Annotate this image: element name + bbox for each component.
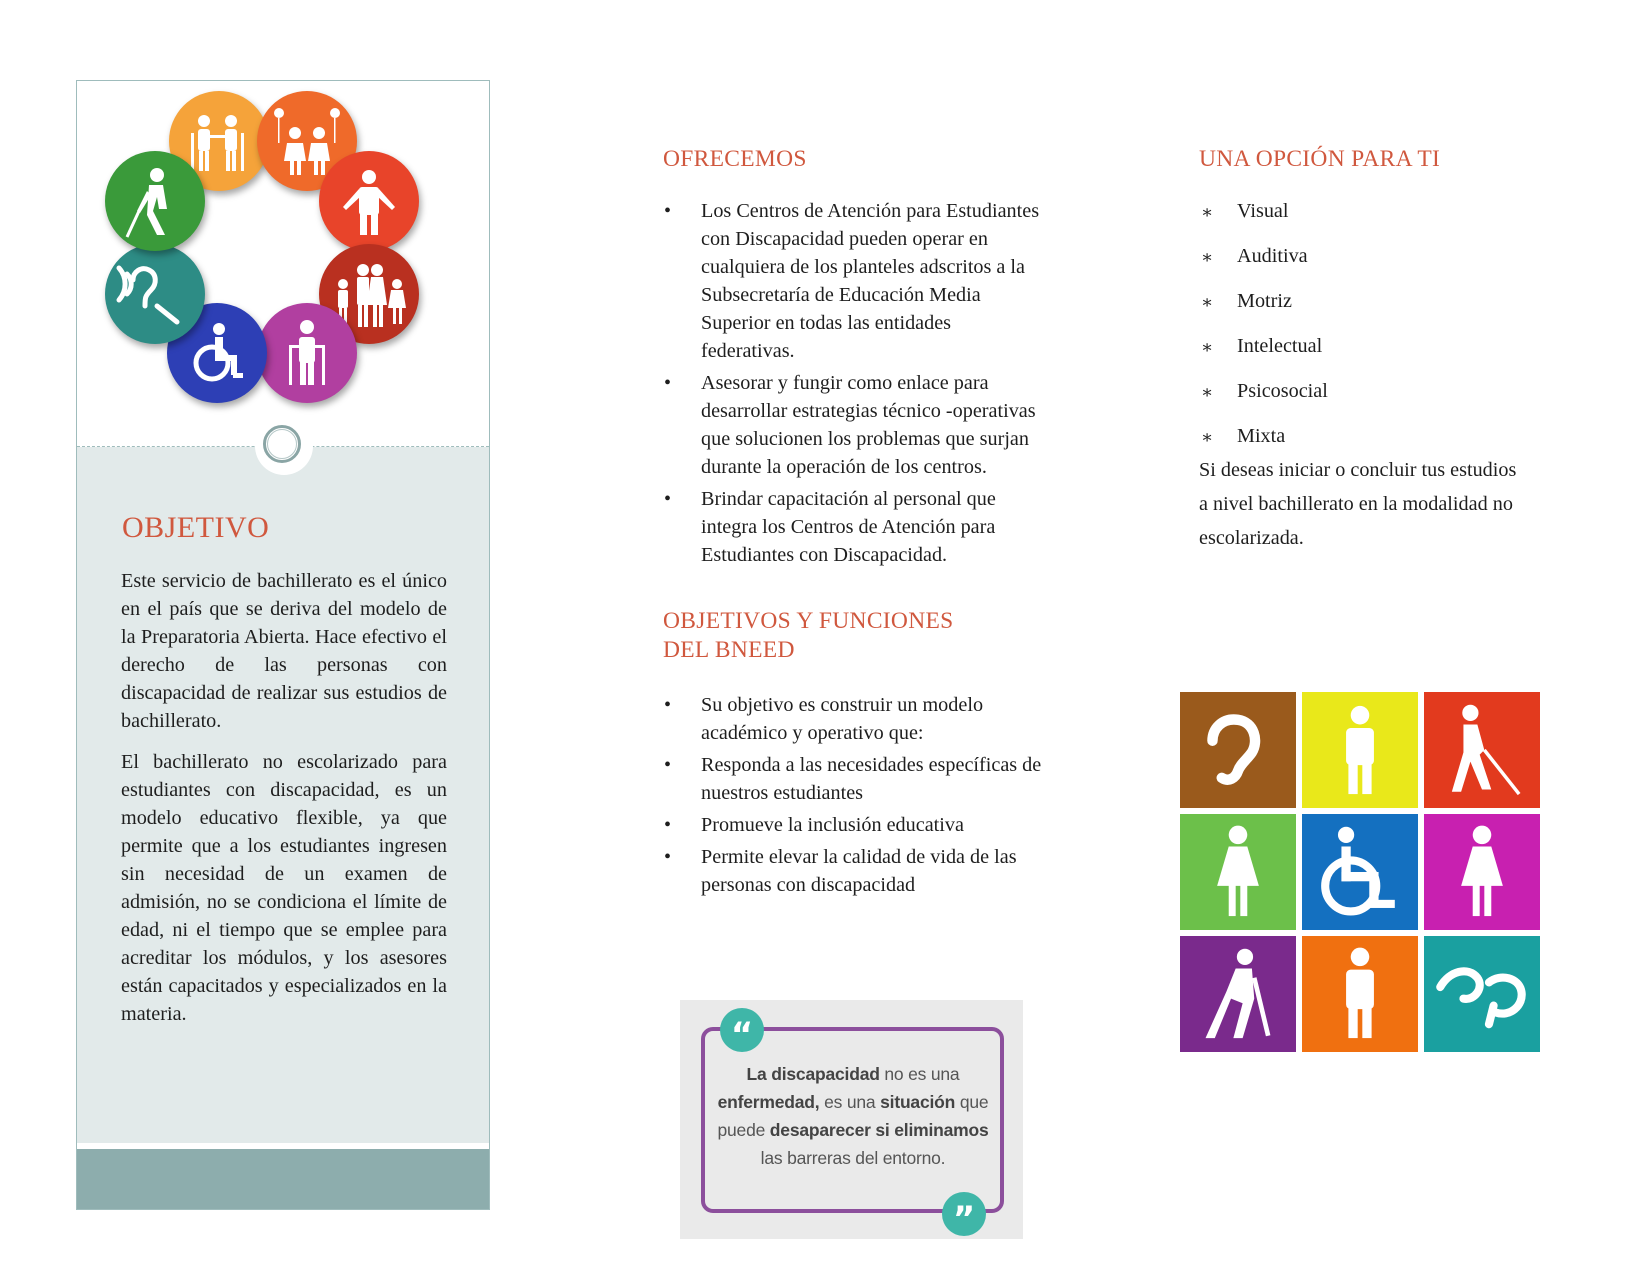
panel-footer-band xyxy=(77,1149,489,1209)
ear-icon xyxy=(1180,692,1296,808)
list-item: ∗ Motriz xyxy=(1199,287,1529,315)
objective-text xyxy=(121,567,447,1041)
quote-part: no es una xyxy=(879,1064,960,1084)
disability-options-list xyxy=(1199,197,1529,450)
sign-language-icon xyxy=(1424,936,1540,1052)
objective-paragraph-1: Este servicio de bachillerato es el único en el país que se deriva del modelo de la Preparatoria Abierta. Hace efectivo el derecho de las personas con discapacidad de realizar sus estudios de bachillerato. xyxy=(121,570,447,732)
blind-cane-icon xyxy=(1424,692,1540,808)
quote-part: enfermedad, xyxy=(717,1092,820,1112)
list-item: • Responda a las necesidades específicas de nuestros estudiantes xyxy=(663,751,1043,807)
list-item: ∗ Visual xyxy=(1199,197,1529,225)
quote-text xyxy=(716,1060,990,1172)
arms-out-person-icon xyxy=(319,151,419,251)
list-item: ∗ Intelectual xyxy=(1199,332,1529,360)
quote-part: situación xyxy=(880,1092,956,1112)
list-item: • Asesorar y fungir como enlace para desarrollar estrategias técnico -operativas que solucionen los problemas que surjan durante la operación de los centros. xyxy=(663,369,1043,481)
open-quote-icon: “ xyxy=(720,1008,764,1052)
crutch-person-icon xyxy=(1180,936,1296,1052)
quote-card xyxy=(680,1000,1023,1239)
middle-column xyxy=(663,146,1043,903)
opcion-heading: UNA OPCIÓN PARA TI xyxy=(1199,146,1441,172)
closing-text: Si deseas iniciar o concluir tus estudios a nivel bachillerato en la modalidad no escolarizada. xyxy=(1199,459,1517,549)
quote-part: las barreras del entorno. xyxy=(760,1148,946,1168)
disability-icons-grid xyxy=(1176,688,1548,1060)
close-quote-icon: ” xyxy=(942,1192,986,1236)
objective-paragraph-2: El bachillerato no escolarizado para estudiantes con discapacidad, es un modelo educativo flexible, ya que permite que a los estudiantes ingresen sin necesidad de un examen de admisión, no se condiciona el límite de edad, ni el tiempo que se emplee para acreditar los módulos, y los asesores están capacitados y especializados en la materia. xyxy=(121,751,447,1025)
right-column xyxy=(1199,146,1529,555)
quote-part: es una xyxy=(819,1092,881,1112)
wheelchair-icon xyxy=(1302,814,1418,930)
list-item: • Promueve la inclusión educativa xyxy=(663,811,1043,839)
woman-figure-icon xyxy=(1424,814,1540,930)
standing-person-icon xyxy=(1302,936,1418,1052)
quote-part: La discapacidad xyxy=(746,1064,880,1084)
objective-panel xyxy=(76,80,490,1210)
list-item: • Permite elevar la calidad de vida de las personas con discapacidad xyxy=(663,843,1043,899)
ofrecemos-heading: OFRECEMOS xyxy=(663,146,807,172)
list-item: • Su objetivo es construir un modelo académico y operativo que: xyxy=(663,691,1043,747)
objetivos-heading: OBJETIVOS Y FUNCIONES DEL BNEED xyxy=(663,608,954,663)
blind-person-cane-icon xyxy=(105,151,205,251)
quote-part: que puede xyxy=(717,1092,989,1140)
woman-icon xyxy=(1180,814,1296,930)
walker-person-icon xyxy=(257,303,357,403)
list-item: ∗ Auditiva xyxy=(1199,242,1529,270)
ring-ornament-icon xyxy=(255,417,313,475)
list-item: ∗ Mixta xyxy=(1199,422,1529,450)
hearing-impaired-icon xyxy=(105,244,205,344)
ofrecemos-list xyxy=(663,197,1043,569)
objective-title: OBJETIVO xyxy=(122,511,270,544)
objetivos-list xyxy=(663,691,1043,899)
quote-part: desaparecer si eliminamos xyxy=(769,1120,989,1140)
list-item: ∗ Psicosocial xyxy=(1199,377,1529,405)
list-item: • Los Centros de Atención para Estudiantes con Discapacidad pueden operar en cualquiera de los planteles adscritos a la Subsecretaría de Educación Media Superior en todas las entidades federativas. xyxy=(663,197,1043,365)
list-item: • Brindar capacitación al personal que integra los Centros de Atención para Estudiantes con Discapacidad. xyxy=(663,485,1043,569)
standing-man-icon xyxy=(1302,692,1418,808)
